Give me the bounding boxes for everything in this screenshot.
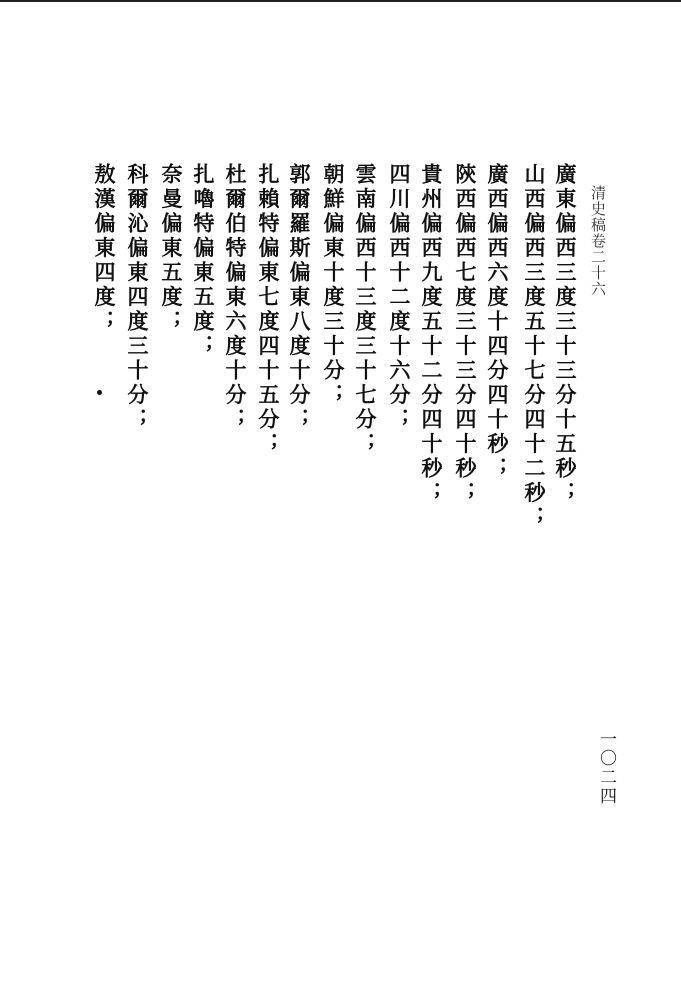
page-number: 一〇二四 xyxy=(596,730,616,806)
text-column: 貴州偏西九度五十二分四十秒； xyxy=(419,163,444,506)
text-column: 奈曼偏東五度； xyxy=(159,163,184,335)
ink-dot xyxy=(97,390,102,395)
text-column: 廣東偏西三度三十三分十五秒； xyxy=(553,163,578,506)
text-column: 郭爾羅斯偏東八度十分； xyxy=(287,163,312,433)
text-column: 朝鮮偏東十度三十分； xyxy=(321,163,346,408)
text-column: 敖漢偏東四度； xyxy=(92,163,117,335)
running-title: 清史稿卷二十六 xyxy=(589,185,607,297)
text-column: 陝西偏西七度三十三分四十秒； xyxy=(453,163,478,506)
text-column: 杜爾伯特偏東六度十分； xyxy=(223,163,248,433)
text-column: 四川偏西十二度十六分； xyxy=(387,163,412,433)
text-column: 扎賴特偏東七度四十五分； xyxy=(256,163,281,457)
text-column: 雲南偏西十三度三十七分； xyxy=(353,163,378,457)
text-column: 廣西偏西六度十四分四十秒； xyxy=(485,163,510,482)
text-column: 科爾沁偏東四度三十分； xyxy=(125,163,150,433)
text-column: 扎嚕特偏東五度； xyxy=(191,163,216,359)
text-column: 山西偏西三度五十七分四十二秒； xyxy=(522,163,547,531)
top-border-rule xyxy=(0,0,681,2)
